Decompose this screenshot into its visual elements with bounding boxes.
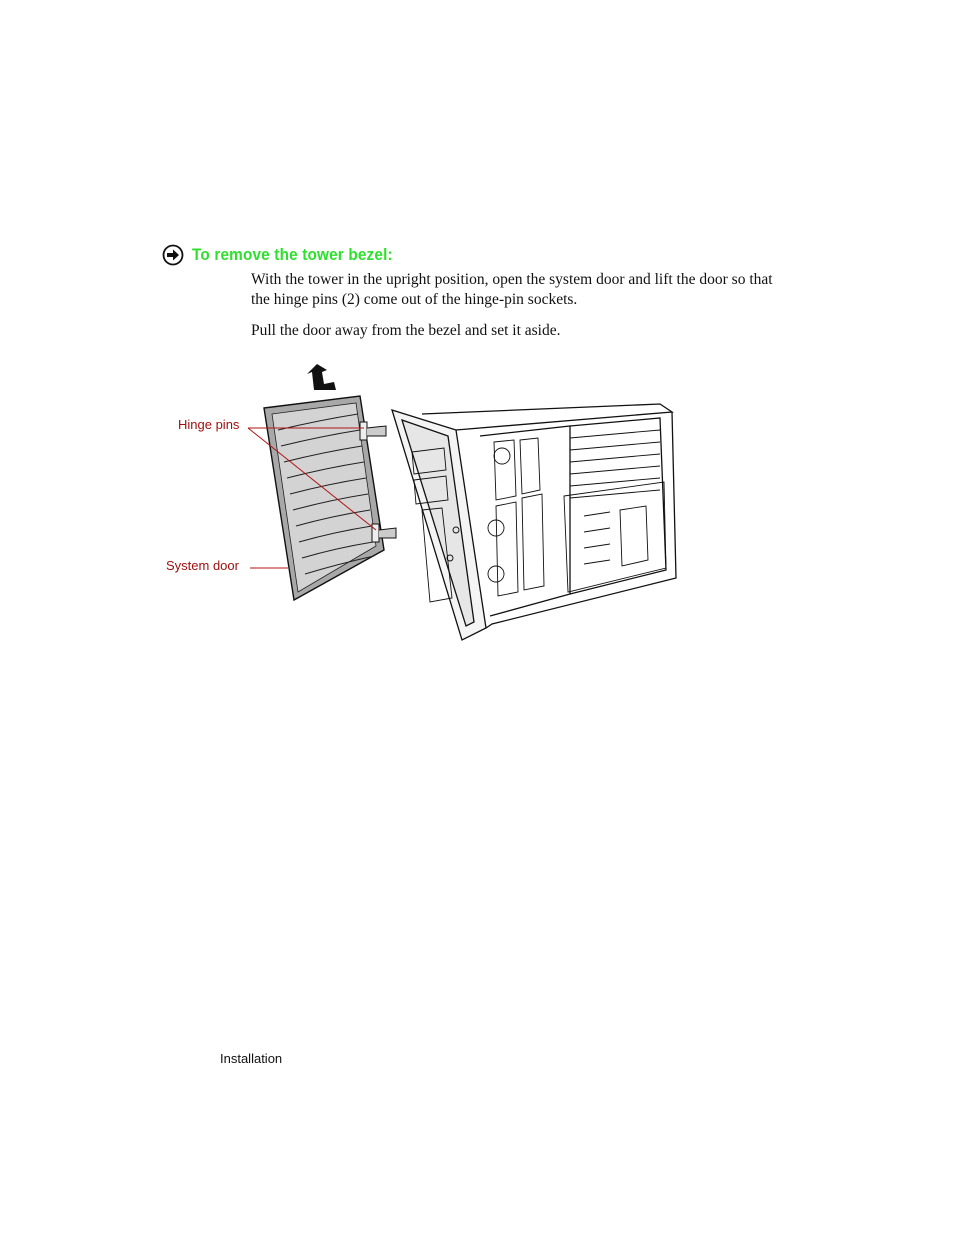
tower-chassis-drawing	[392, 404, 676, 640]
procedure-heading	[162, 244, 415, 266]
lift-arrow-icon	[307, 364, 336, 390]
callout-system-door: System door	[166, 558, 239, 573]
footer-section-label: Installation	[220, 1051, 283, 1066]
arrow-right-circle-icon	[162, 244, 184, 266]
bezel-removal-illustration	[160, 360, 690, 650]
system-door-drawing	[264, 396, 396, 600]
callout-hinge-pins: Hinge pins	[178, 417, 240, 432]
step-text-1: With the tower in the upright position, open the system door and lift the door so that the hinge pins (2) come out of the hinge-pin sockets.	[251, 271, 773, 308]
step-text-2: Pull the door away from the bezel and set it aside.	[251, 322, 561, 339]
procedure-title: To remove the tower bezel:	[192, 245, 393, 264]
tower-illustration-svg	[160, 360, 690, 650]
